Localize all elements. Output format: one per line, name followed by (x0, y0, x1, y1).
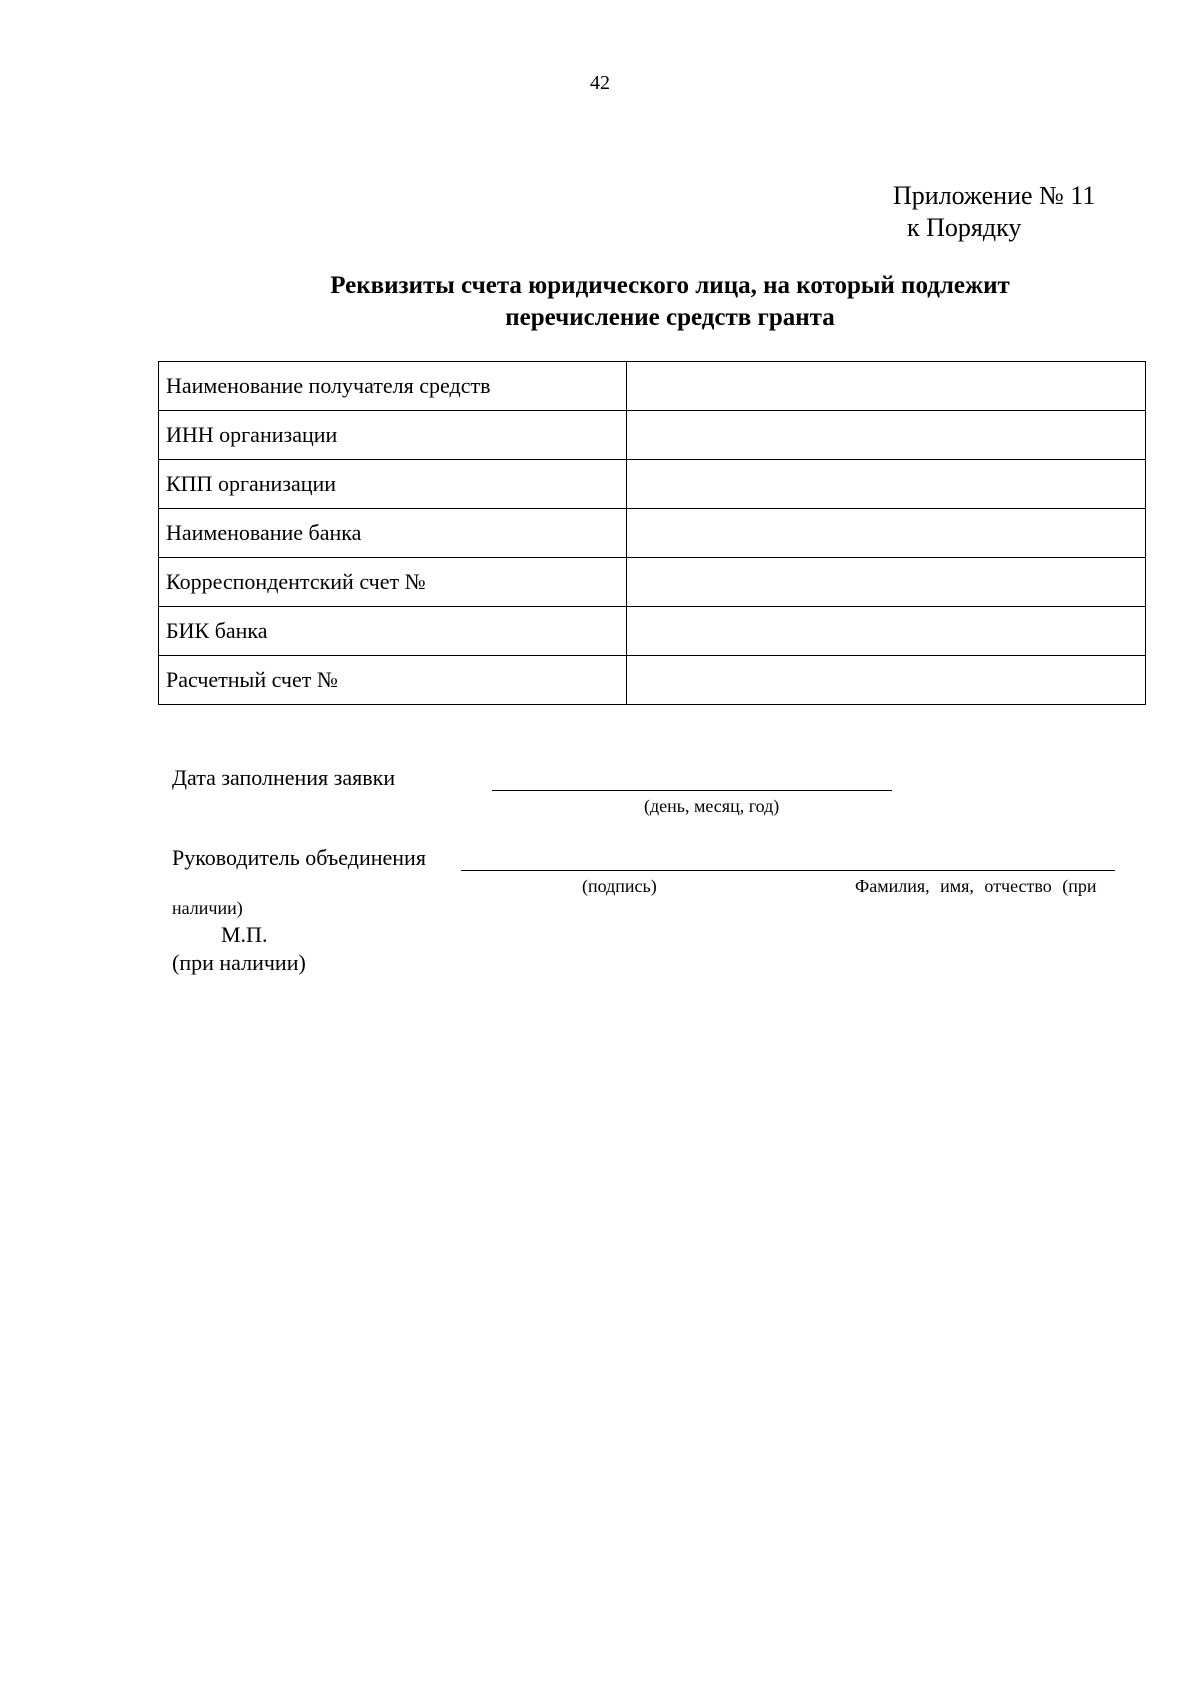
bik-field[interactable] (627, 607, 1146, 656)
recipient-name-field[interactable] (627, 362, 1146, 411)
recipient-name-label: Наименование получателя средств (159, 362, 627, 411)
full-name-hint: Фамилия, имя, отчество (при (855, 876, 1097, 896)
appendix-to-order: к Порядку (907, 213, 1022, 242)
full-name-hint-continued: наличии) (172, 898, 243, 918)
document-title-line-1: Реквизиты счета юридического лица, на который подлежит (330, 272, 1010, 299)
head-signature-line[interactable] (461, 870, 1115, 871)
correspondent-account-field[interactable] (627, 558, 1146, 607)
kpp-field[interactable] (627, 460, 1146, 509)
kpp-label: КПП организации (159, 460, 627, 509)
stamp-place-label: М.П. (221, 922, 268, 947)
fill-date-hint: (день, месяц, год) (644, 796, 780, 816)
fill-date-line[interactable] (492, 790, 892, 791)
signature-hint: (подпись) (582, 876, 657, 896)
correspondent-account-label: Корреспондентский счет № (159, 558, 627, 607)
bik-label: БИК банка (159, 607, 627, 656)
document-title-line-2: перечисление средств гранта (505, 304, 835, 331)
settlement-account-field[interactable] (627, 656, 1146, 705)
stamp-note: (при наличии) (172, 950, 306, 975)
appendix-number: Приложение № 11 (893, 181, 1096, 210)
bank-name-label: Наименование банка (159, 509, 627, 558)
table-row (159, 509, 1146, 558)
table-row (159, 558, 1146, 607)
bank-name-field[interactable] (627, 509, 1146, 558)
table-row (159, 607, 1146, 656)
table-row (159, 460, 1146, 509)
fill-date-label: Дата заполнения заявки (172, 765, 396, 790)
inn-label: ИНН организации (159, 411, 627, 460)
page-number: 42 (590, 72, 610, 94)
requisites-table (158, 361, 1146, 705)
table-row (159, 411, 1146, 460)
inn-field[interactable] (627, 411, 1146, 460)
settlement-account-label: Расчетный счет № (159, 656, 627, 705)
table-row (159, 362, 1146, 411)
document-title (160, 270, 1180, 334)
table-row (159, 656, 1146, 705)
appendix-reference (893, 180, 1095, 244)
head-of-association-label: Руководитель объединения (172, 845, 426, 870)
